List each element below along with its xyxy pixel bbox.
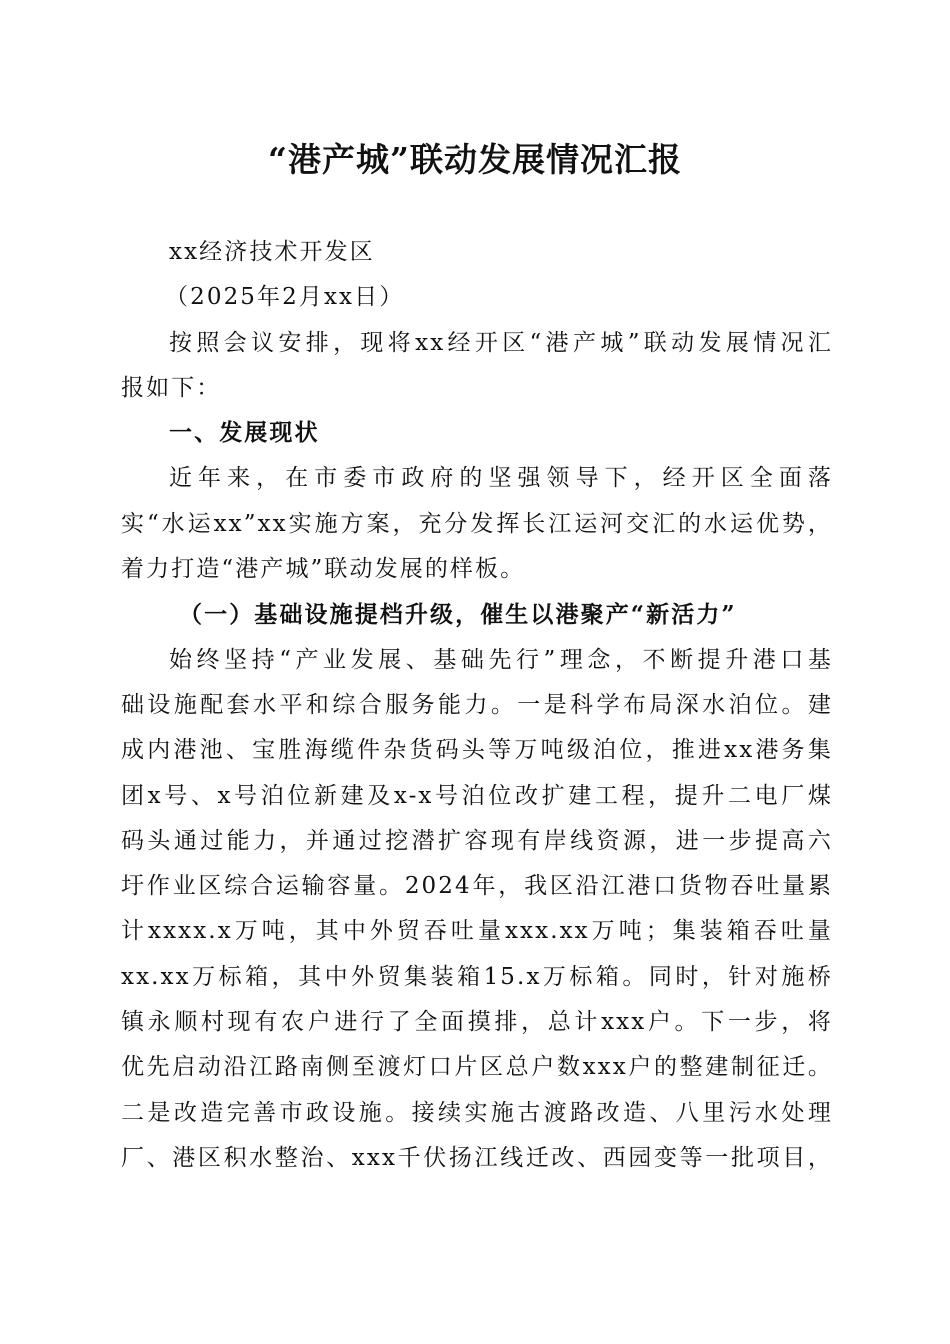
paragraph-line: 着力打造“港产城”联动发展的样板。 [121, 556, 526, 583]
document-body [121, 230, 833, 1181]
paragraph-line: 计xxxx.x万吨，其中外贸吞吐量xxx.xx万吨；集装箱吞吐量 [121, 918, 833, 945]
paragraph-line: 二是改造完善市政设施。接续实施古渡路改造、八里污水处理 [121, 1099, 833, 1126]
section-heading: 一、发展现状 [169, 420, 320, 447]
paragraph-line: 近年来，在市委市政府的坚强领导下，经开区全面落 [169, 465, 833, 492]
paragraph-line: 按照会议安排，现将xx经开区“港产城”联动发展情况汇 [169, 329, 833, 356]
paragraph-line: 报如下： [121, 374, 222, 401]
section-heading: （一）基础设施提档升级，催生以港聚产“新活力” [179, 601, 737, 629]
paragraph-line: 成内港池、宝胜海缆件杂货码头等万吨级泊位，推进xx港务集 [121, 737, 833, 764]
date-line: （2025年2月xx日） [165, 284, 405, 311]
paragraph-line: xx.xx万标箱，其中外贸集装箱15.x万标箱。同时，针对施桥 [121, 963, 833, 990]
organization-line: xx经济技术开发区 [169, 239, 375, 265]
document-title: “港产城”联动发展情况汇报 [268, 140, 682, 179]
paragraph-line: 圩作业区综合运输容量。2024年，我区沿江港口货物吞吐量累 [121, 873, 833, 900]
paragraph-line: 厂、港区积水整治、xxx千伏扬江线迁改、西园变等一批项目， [121, 1144, 833, 1171]
paragraph-lines [121, 321, 833, 1182]
paragraph-line: 始终坚持“产业发展、基础先行”理念，不断提升港口基 [169, 646, 833, 673]
paragraph-line: 实“水运xx”xx实施方案，充分发挥长江运河交汇的水运优势， [121, 510, 833, 537]
paragraph-line: 优先启动沿江路南侧至渡灯口片区总户数xxx户的整建制征迁。 [121, 1054, 833, 1081]
paragraph-line: 团x号、x号泊位新建及x-x号泊位改扩建工程，提升二电厂煤 [121, 782, 833, 809]
paragraph-line: 础设施配套水平和综合服务能力。一是科学布局深水泊位。建 [121, 691, 833, 718]
paragraph-line: 码头通过能力，并通过挖潜扩容现有岸线资源，进一步提高六 [121, 827, 833, 854]
paragraph-line: 镇永顺村现有农户进行了全面摸排，总计xxx户。下一步，将 [121, 1009, 833, 1036]
